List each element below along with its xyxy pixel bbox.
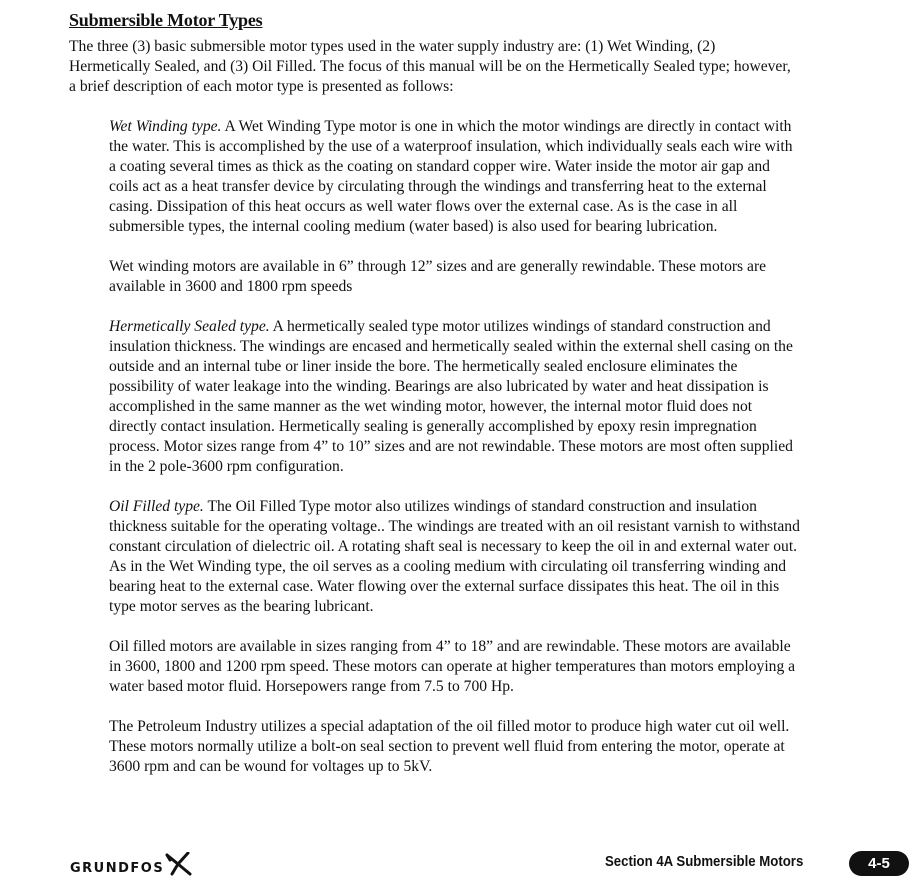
- text-line: in 3600, 1800 and 1200 rpm speed. These motors can operate at higher temperatures than motors employing a: [109, 658, 796, 675]
- text-line: Wet winding motors are available in 6” through 12” sizes and are generally rewindable. These motors are: [109, 258, 767, 275]
- text-line: The Petroleum Industry utilizes a special adaptation of the oil filled motor to produce high water cut oil well.: [109, 718, 790, 735]
- grundfos-x-icon: [164, 852, 192, 876]
- text-line: type motor serves as the bearing lubricant.: [109, 598, 374, 615]
- oil-filled-sizes-paragraph: [109, 637, 795, 697]
- petroleum-paragraph: [109, 717, 789, 777]
- text-line: insulation thickness. The windings are encased and hermetically sealed within the external shell casing on the: [109, 338, 793, 355]
- text-line: The three (3) basic submersible motor types used in the water supply industry are: (1) Wet Winding, (2): [69, 38, 716, 55]
- text-line: accomplished in the same manner as the wet winding motor, however, the internal motor fluid does not: [109, 398, 753, 415]
- text-line: As in the Wet Winding type, the oil serves as a cooling medium with circulating oil transferring winding and: [109, 558, 787, 575]
- text-line: coils act as a heat transfer device by circulating through the windings and transferring heat to the external: [109, 178, 767, 195]
- text-line: bearing heat to the external case. Water flowing over the external surface dissipates this heat. The oil in this: [109, 578, 780, 595]
- hermetic-lead: Hermetically Sealed type.: [109, 318, 270, 335]
- page-title: Submersible Motor Types: [69, 10, 263, 30]
- wet-winding-lead: Wet Winding type.: [109, 118, 222, 135]
- text-line: water based motor fluid. Horsepowers range from 7.5 to 700 Hp.: [109, 678, 514, 695]
- text-span: A hermetically sealed type motor utilizes windings of standard construction and: [269, 318, 771, 335]
- text-line: a brief description of each motor type is presented as follows:: [69, 78, 454, 95]
- text-line: Oil filled motors are available in sizes ranging from 4” to 18” and are rewindable. These motors are available: [109, 638, 791, 655]
- grundfos-logo: [70, 852, 192, 876]
- text-line: These motors normally utilize a bolt-on seal section to prevent well fluid from entering the motor, operate at: [109, 738, 785, 755]
- text-line: [109, 317, 793, 337]
- oil-filled-paragraph: [109, 497, 800, 617]
- text-line: [109, 497, 800, 517]
- text-line: directly contact insulation. Hermetically sealing is generally accomplished by epoxy resin impregnation: [109, 418, 757, 435]
- text-line: [109, 117, 793, 137]
- text-line: casing. Dissipation of this heat occurs as well water flows over the external case. As is the case in all: [109, 198, 738, 215]
- text-span: The Oil Filled Type motor also utilizes windings of standard construction and insulation: [203, 498, 757, 515]
- text-line: possibility of water leakage into the winding. Bearings are also lubricated by water and heat dissipation is: [109, 378, 769, 395]
- logo-text: GRUNDFOS: [70, 861, 165, 876]
- text-line: 3600 rpm and can be wound for voltages up to 5kV.: [109, 758, 433, 775]
- text-line: process. Motor sizes range from 4” to 10” sizes and are not rewindable. These motors are most often supplied: [109, 438, 793, 455]
- text-line: the water. This is accomplished by the use of a waterproof insulation, which individually seals each wire with: [109, 138, 793, 155]
- wet-winding-paragraph: [109, 117, 793, 237]
- text-line: Hermetically Sealed, and (3) Oil Filled. The focus of this manual will be on the Hermetically Sealed type; however,: [69, 58, 791, 75]
- text-line: a coating several times as thick as the coating on standard copper wire. Water inside the motor air gap and: [109, 158, 770, 175]
- oil-filled-lead: Oil Filled type.: [109, 498, 204, 515]
- text-span: A Wet Winding Type motor is one in which the motor windings are directly in contact with: [221, 118, 792, 135]
- page-number-badge: 4-5: [849, 851, 909, 876]
- wet-winding-sizes-paragraph: [109, 257, 766, 297]
- intro-paragraph: [69, 37, 791, 97]
- hermetically-sealed-paragraph: [109, 317, 793, 477]
- text-line: submersible types, the internal cooling medium (water based) is also used for bearing lubrication.: [109, 218, 718, 235]
- text-line: thickness suitable for the operating voltage.. The windings are treated with an oil resistant varnish to withstand: [109, 518, 800, 535]
- text-line: constant circulation of dielectric oil. A rotating shaft seal is necessary to keep the oil in and external water out.: [109, 538, 798, 555]
- text-line: in the 2 pole-3600 rpm configuration.: [109, 458, 344, 475]
- section-label: Section 4A Submersible Motors: [605, 853, 804, 870]
- text-line: outside and an internal tube or liner inside the bore. The hermetically sealed enclosure eliminates the: [109, 358, 738, 375]
- text-line: available in 3600 and 1800 rpm speeds: [109, 278, 353, 295]
